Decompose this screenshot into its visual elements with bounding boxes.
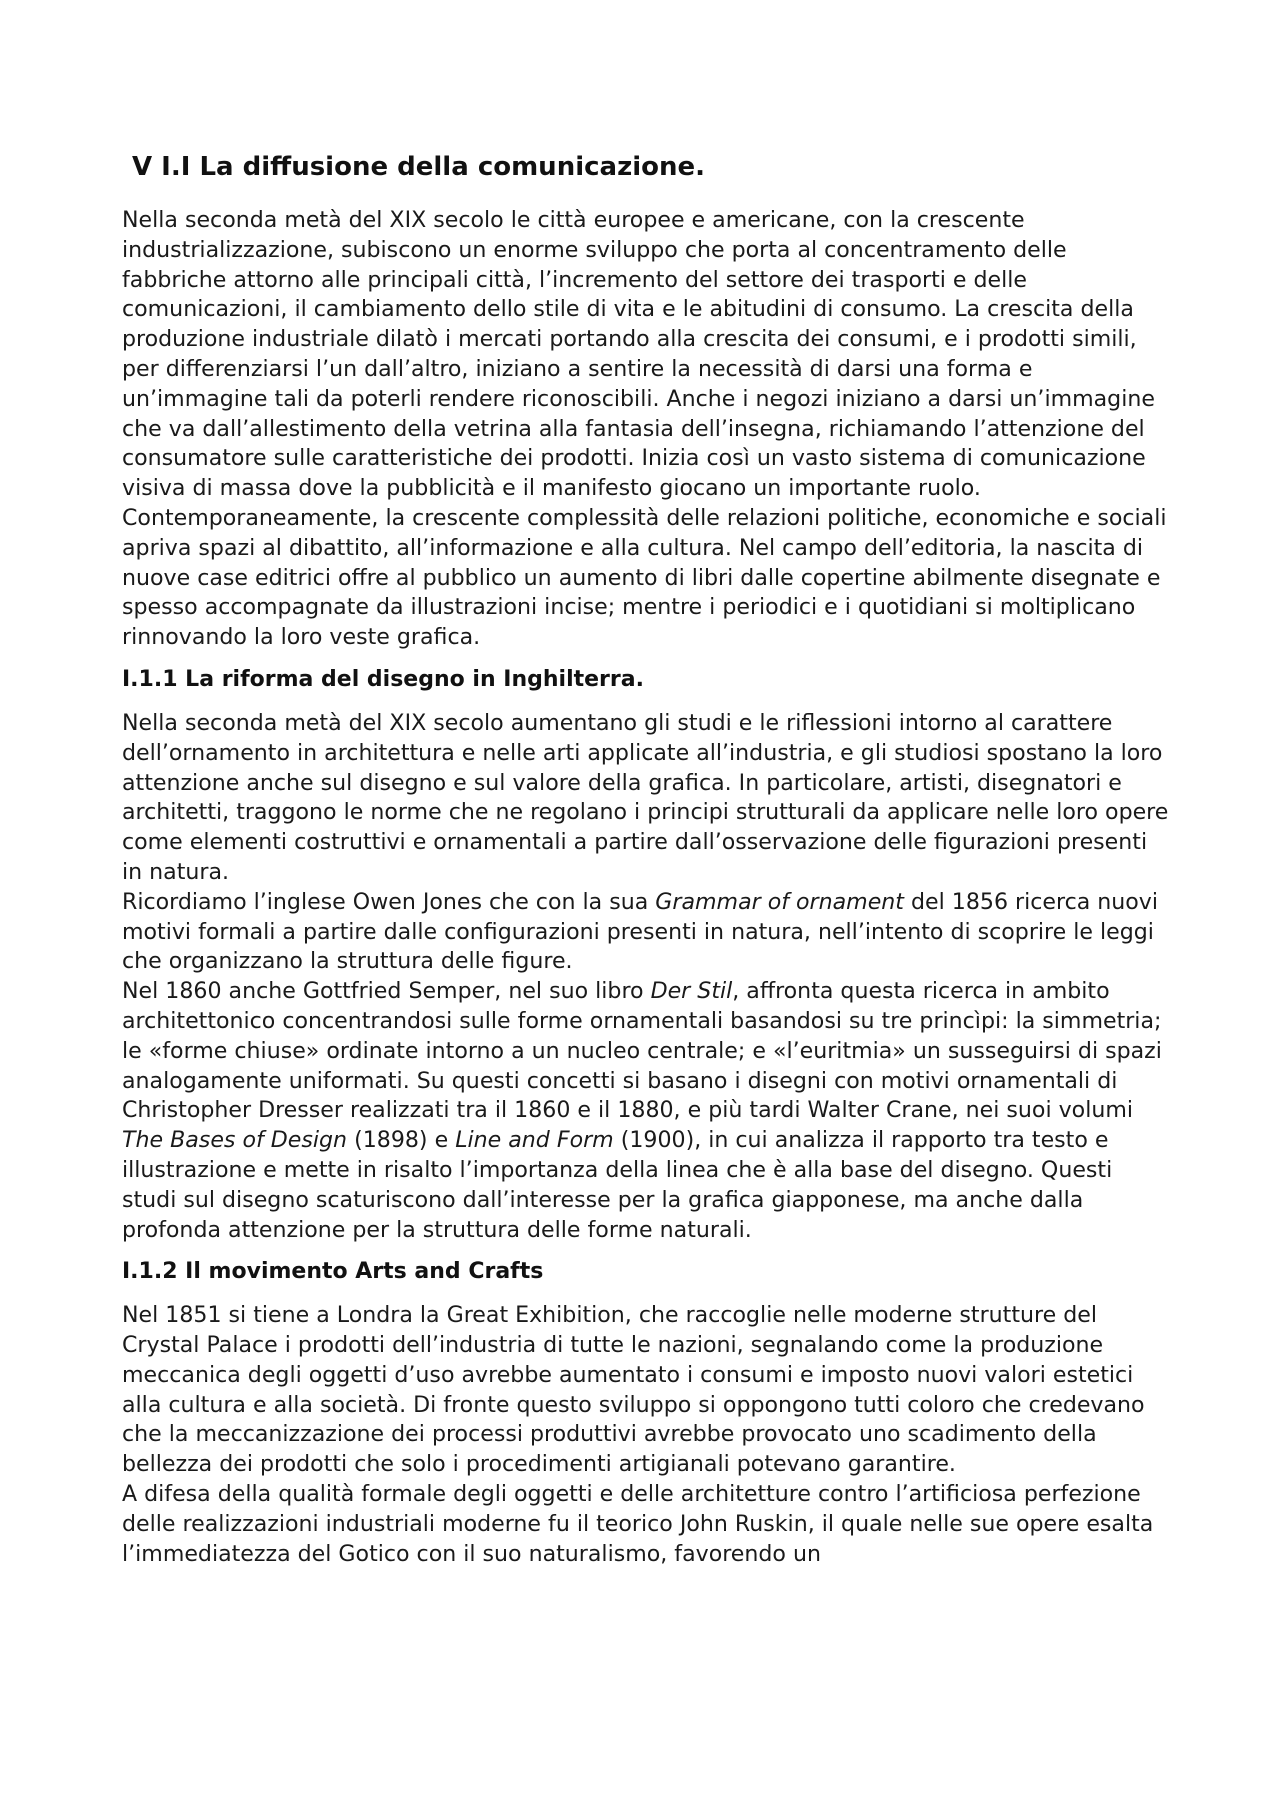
text-run: (1898) e <box>347 1127 456 1154</box>
section2-paragraph-1: Nel 1851 si tiene a Londra la Great Exhibition, che raccoglie nelle moderne strutture del Crystal Palace i prodotti dell’industria di tutte le nazioni, segnalando come la produzione meccanica degli oggetti d’uso avrebbe aumentato i consumi e imposto nuovi valori estetici alla cultura e alla società. Di fronte questo sviluppo si oppongono tutti coloro che credevano che la meccanizzazione dei processi produttivi avrebbe provocato uno scadimento della bellezza dei prodotti che solo i procedimenti artigianali potevano garantire. <box>122 1302 1145 1478</box>
text-run: Ricordiamo l’inglese Owen Jones che con la sua <box>122 888 656 915</box>
section1-paragraph-2 <box>122 888 1172 977</box>
document-page <box>122 150 1172 1569</box>
intro-paragraph-1: Nella seconda metà del XIX secolo le città europee e americane, con la crescente industrializzazione, subiscono un enorme sviluppo che porta al concentramento delle fabbriche attorno alle principali città, l’incremento del settore dei trasporti e delle comunicazioni, il cambiamento dello stile di vita e le abitudini di consumo. La crescita della produzione industriale dilatò i mercati portando alla crescita dei consumi, e i prodotti simili, per differenziarsi l’un dall’altro, iniziano a sentire la necessità di darsi una forma e un’immagine tali da poterli rendere riconoscibili. Anche i negozi iniziano a darsi un’immagine che va dall’allestimento della vetrina alla fantasia dell’insegna, richiamando l’attenzione del consumatore sulle caratteristiche dei prodotti. Inizia così un vasto sistema di comunicazione visiva di massa dove la pubblicità e il manifesto giocano un importante ruolo. <box>122 207 1155 502</box>
section1-paragraph-3 <box>122 977 1172 1245</box>
text-run: , affronta questa ricerca in ambito architettonico concentrandosi sulle forme ornamentali basandosi su tre princìpi: la simmetria; le «forme chiuse» ordinate intorno a un nucleo centrale; e «l’euritmia» un susseguirsi di spazi analogamente uniformati. Su questi concetti si basano i disegni con motivi ornamentali di Christopher Dresser realizzati tra il 1860 e il 1880, e più tardi Walter Crane, nei suoi volumi <box>122 978 1162 1124</box>
book-title-line-and-form: Line and Form <box>455 1127 614 1154</box>
section1-paragraph-1: Nella seconda metà del XIX secolo aumentano gli studi e le riflessioni intorno al carattere dell’ornamento in architettura e nelle arti applicate all’industria, e gli studiosi spostano la loro attenzione anche sul disegno e sul valore della grafica. In particolare, artisti, disegnatori e architetti, traggono le norme che ne regolano i principi strutturali da applicare nelle loro opere come elementi costruttivi e ornamentali a partire dall’osservazione delle figurazioni presenti in natura. <box>122 709 1169 885</box>
book-title-der-stil: Der Stil <box>650 978 733 1005</box>
book-title-bases-of-design: The Bases of Design <box>122 1127 348 1154</box>
section-heading-1-1-1: I.1.1 La riforma del disegno in Inghilterra. <box>122 666 644 692</box>
text-run: del 1856 ricerca nuovi motivi formali a partire dalle configurazioni presenti in natura, nell’intento di scoprire le leggi che organizzano la struttura delle figure. <box>122 888 1159 975</box>
text-run: (1900), in cui analizza il rapporto tra testo e illustrazione e mette in risalto l’importanza della linea che è alla base del disegno. Questi studi sul disegno scaturiscono dall’interesse per la grafica giapponese, ma anche dalla profonda attenzione per la struttura delle forme naturali. <box>122 1127 1113 1243</box>
section2-paragraph-2: A difesa della qualità formale degli oggetti e delle architetture contro l’artificiosa perfezione delle realizzazioni industriali moderne fu il teorico John Ruskin, il quale nelle sue opere esalta l’immediatezza del Gotico con il suo naturalismo, favorendo un <box>122 1481 1154 1567</box>
section-heading-1-1-2: I.1.2 Il movimento Arts and Crafts <box>122 1259 544 1285</box>
section-riforma-disegno <box>122 665 1172 1245</box>
intro-paragraph-2: Contemporaneamente, la crescente complessità delle relazioni politiche, economiche e sociali apriva spazi al dibattito, all’informazione e alla cultura. Nel campo dell’editoria, la nascita di nuove case editrici offre al pubblico un aumento di libri dalle copertine abilmente disegnate e spesso accompagnate da illustrazioni incise; mentre i periodici e i quotidiani si moltiplicano rinnovando la loro veste grafica. <box>122 504 1167 651</box>
chapter-title: V I.I La diffusione della comunicazione. <box>132 152 706 182</box>
book-title-grammar-of-ornament: Grammar of ornament <box>655 888 904 915</box>
text-run: Nel 1860 anche Gottfried Semper, nel suo libro <box>122 978 651 1005</box>
section-arts-and-crafts <box>122 1257 1172 1569</box>
intro-section <box>122 206 1172 653</box>
